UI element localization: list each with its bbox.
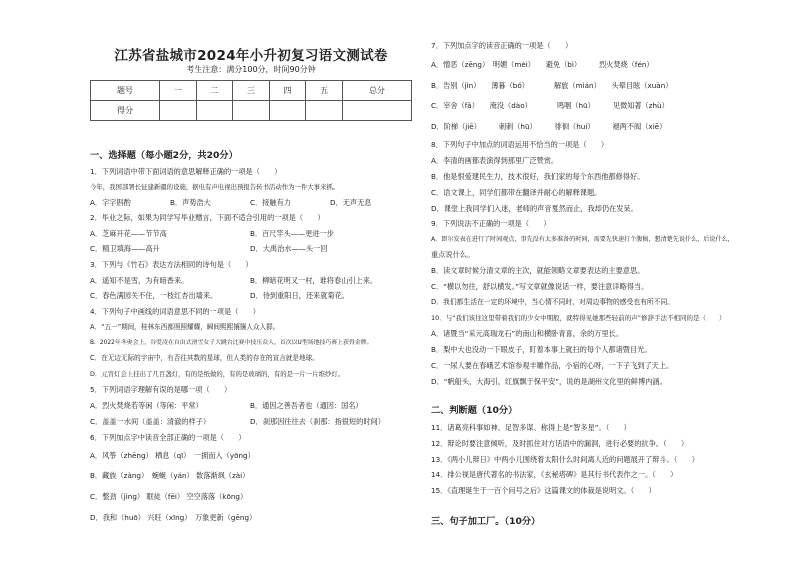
question-9-option-b[interactable]: B．读文章时候分清文章的主次，就能领略文章要表达的主要意思。: [431, 266, 645, 275]
question-7: 7．下列加点字的读音正确的一项是（ ）: [431, 41, 573, 50]
score-table-header-row: [91, 81, 412, 101]
question-10-option-c[interactable]: C．一尿人要在春峨艺术馆参观丰雕作品，小宿的心呀，一下子飞到了天上。: [431, 361, 674, 370]
option[interactable]: D．刹那因往往去（刹那：指很短的时间）: [250, 417, 385, 426]
option[interactable]: C．精卫填海——高升: [90, 244, 160, 253]
judge-item: 13．《两小儿辩日》中两小儿围绕着太阳什么时间离人近的问题展开了辩斗。（ ）: [431, 455, 699, 464]
question-9-option-a-cont: 重点说什么。: [431, 250, 475, 259]
section-2-heading: 二、判断题（10分）: [431, 405, 518, 416]
question-9-option-d[interactable]: D．我们都生活在一定的环境中，当心情不同时，对周边事物的感受也有所不同。: [431, 298, 675, 306]
question-1: 1．下列词语中带下面词语的意思解释正确的一项是（ ）: [90, 167, 282, 176]
option[interactable]: D．大禹治水——头一回: [250, 244, 328, 253]
question-6-option-b[interactable]: B．藏族（zàng） 蜿蜒（yán） 数落渐飒（zài）: [90, 471, 250, 480]
score-input-cell[interactable]: [306, 101, 343, 121]
score-input-cell[interactable]: [160, 101, 197, 121]
option[interactable]: D．无声无息: [330, 198, 372, 207]
question-4-option-a[interactable]: A．“五一”期间，桂林东西都照照耀耀，瞬间熙熙攘攘人众人群。: [90, 323, 280, 331]
judge-item: 11．诸葛亮科事如神、足智多谋、称得上是“智多星”。（ ）: [431, 423, 631, 432]
option[interactable]: D．待到重阳日，还来就菊花。: [250, 291, 349, 300]
score-input-cell[interactable]: [269, 101, 306, 121]
question-8-option-a[interactable]: A．李清的画都表演得到那里广泛赞赏。: [431, 156, 559, 165]
question-4-option-c[interactable]: C．在无边无际的宇宙中，有否往其数的星球，但人类的存在的宣言就是地球。: [90, 354, 319, 362]
option[interactable]: A．遥知不是雪，为有暗香来。: [90, 276, 189, 285]
question-8-option-d[interactable]: D．课堂上我同学们入迷，老师的声音戛然而止，我却仍在发呆。: [431, 204, 638, 213]
score-header-cell: 三: [233, 81, 270, 101]
question-3: 3．下列与《竹石》表达方法相同的诗句是（ ）: [90, 260, 253, 269]
question-8-option-b[interactable]: B．他是恨爱建民生力，技术很好，我们家的每个东西他都修得好。: [431, 172, 645, 181]
option[interactable]: B．声势浩大: [170, 198, 211, 207]
question-10-option-b[interactable]: B．梨中大也没动一下眼皮子，盯着本事上就扫的每个人都诸暨目光。: [431, 345, 652, 354]
score-header-cell: 总分: [342, 81, 411, 101]
question-2: 2．毕业之际，如果为同学写毕业赠言，下面不适合引用的一项是（ ）: [90, 213, 325, 222]
option[interactable]: B．百尺竿头——更进一步: [250, 229, 334, 238]
question-5: 5．下列词语字理解有误的是哪一项（ ）: [90, 385, 232, 394]
score-table-score-row: [91, 101, 412, 121]
question-6-option-a[interactable]: A．风筝（zhēng） 栖息（qī） 一拥而入（yōng）: [90, 451, 255, 460]
question-9: 9．下列说法不正确的一项是（ ）: [431, 219, 551, 228]
score-header-cell: 一: [160, 81, 197, 101]
question-6-option-c[interactable]: C．整劲（jìng） 眶徒（fēi） 空空落落（kōng）: [90, 492, 248, 501]
judge-item: 15．《直理诞生于一百个问号之后》这篇课文的体裁是说明文。（ ）: [431, 486, 656, 495]
score-header-cell: 五: [306, 81, 343, 101]
question-7-option-d[interactable]: D．阶梯（jiē） 刺刺（hū） 徘徊（huí） 褪两不阀（xiē）: [431, 122, 667, 131]
question-10: 10．与“我们该往这里带着我们的少女中期般，就特得见她那些轻前的声”修辞手法不相同的是（ ）: [431, 314, 726, 322]
exam-title: 江苏省盐城市2024年小升初复习语文测试卷: [114, 48, 388, 64]
section-3-heading: 三、句子加工厂。（10分）: [431, 516, 541, 527]
question-8-option-c[interactable]: C．语文课上，同学们都带在翻译并耐心的解释课题。: [431, 188, 602, 197]
question-10-option-d[interactable]: D．“帆船头，大海引，红旗飘于保平安”，说的是湖州文化里的鲜博内涵。: [431, 377, 667, 386]
question-7-option-b[interactable]: B．告别（jìn） 薄暮（bó） 解旅（mián） 头晕目眩（xuàn）: [431, 81, 673, 90]
option[interactable]: A．芝麻开花——节节高: [90, 229, 167, 238]
score-input-cell[interactable]: [196, 101, 233, 121]
question-4: 4．下列句子中画线的词语意思不同的一项是（ ）: [90, 307, 260, 316]
option[interactable]: C．盖盖一水间（盖盖：清澈的样子）: [90, 417, 211, 426]
judge-item: 14．排公视是唐代著名的书法家，《玄秘塔碑》是其行书代表作之一。（ ）: [431, 470, 678, 479]
question-9-option-a[interactable]: A．即尔发表在进行了时间观点，事先没有太多准备的时间，需要先快速打个腹稿，想清楚先说什么，后说什么，: [431, 236, 734, 243]
score-input-cell[interactable]: [342, 101, 411, 121]
option[interactable]: C．接触有力: [250, 198, 291, 207]
option[interactable]: C．春色满园关不住，一枝红杏出墙来。: [90, 291, 218, 300]
question-4-option-d[interactable]: D．元宵灯会上挂出了几百盏灯，有的是纸做的，有的是玻璃的，有的是一片一片堆纱灯。: [90, 370, 345, 378]
score-header-cell: 二: [196, 81, 233, 101]
section-1-heading: 一、选择题（每小题2分，共20分）: [90, 150, 238, 161]
question-9-option-c[interactable]: C．“横以勿往，舒以横发。”写文章就像说话一样，要注意详略得当。: [431, 282, 649, 291]
question-7-option-c[interactable]: C．宰舍（fǎ） 淹没（dào） 鸣咽（hū） 见微知著（zhù）: [431, 101, 669, 110]
score-row-label: 得分: [91, 101, 160, 121]
question-6: 6．下列加点字中读音全部正确的一项是（ ）: [90, 433, 246, 442]
question-1-passage: 今年，我国部署长征建新疆的设施，据电有声电视出预报告转书活动作为一件大事来抓。: [90, 183, 340, 191]
question-7-option-a[interactable]: A．憎恶（zēng） 明媚（mèi） 避免（bì） 烈火焚烧（fén）: [431, 60, 654, 69]
question-4-option-b[interactable]: B．2022年冬奥会上，谷爱凌在自由式滑雪女子大跳台比赛中技压众人，首次以U型场地技巧赛上获得金牌。: [90, 340, 373, 346]
option[interactable]: B．通因之善吾者也（通因：国名）: [250, 401, 363, 410]
judge-item: 12．辩论时要注意倾听，及时抓住对方话语中的漏洞，进行必要的抗争。（ ）: [431, 439, 689, 448]
score-input-cell[interactable]: [233, 101, 270, 121]
question-6-option-d[interactable]: D．我和（huō） 兴旺（xīng） 万象更新（gēng）: [90, 513, 257, 522]
option[interactable]: A．字字斟酌: [90, 198, 131, 207]
question-8: 8．下列句子中加点的词语运用不恰当的一项是（ ）: [431, 140, 609, 149]
exam-subtitle: 考生注意：满分100分，时间90分钟: [186, 65, 316, 74]
option[interactable]: B．柳暗花明又一村，谁将春山引上来。: [250, 276, 378, 285]
score-table: [90, 80, 412, 121]
score-header-cell: 题号: [91, 81, 160, 101]
score-header-cell: 四: [269, 81, 306, 101]
option[interactable]: A．烈火焚烧若等闲（等闲：平常）: [90, 401, 203, 410]
question-10-option-a[interactable]: A．诸暨当“采元高瑞龙石”的南山和横卧青喜，余的万里长。: [431, 329, 624, 338]
